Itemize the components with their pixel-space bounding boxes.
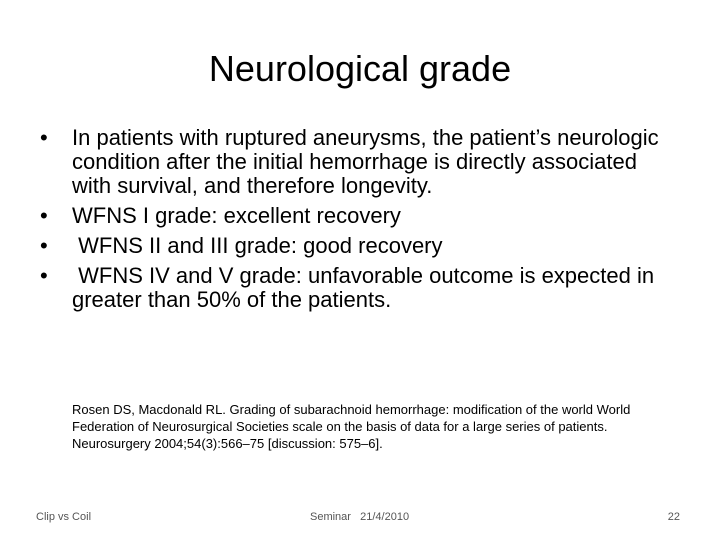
bullet-item: • WFNS II and III grade: good recovery (40, 234, 680, 258)
footer-date: Seminar 21/4/2010 (310, 511, 410, 523)
bullet-list (40, 126, 680, 318)
page-number: 22 (667, 511, 680, 523)
bullet-item: • WFNS IV and V grade: unfavorable outcome is expected in greater than 50% of the patients. (40, 264, 680, 312)
slide-title: Neurological grade (208, 48, 512, 89)
reference-citation: Rosen DS, Macdonald RL. Grading of subarachnoid hemorrhage: modification of the world World Federation of Neurosurgical Societies scale on the basis of data for a large series of patients. Neurosurgery 2004;54(3):566–75 [discussion: 575–6]. (72, 402, 631, 451)
bullet-item: • In patients with ruptured aneurysms, the patient’s neurologic condition after the initial hemorrhage is directly associated with survival, and therefore longevity. (40, 126, 680, 198)
footer-left-text: Clip vs Coil (36, 511, 92, 523)
bullet-item: • WFNS I grade: excellent recovery (40, 204, 680, 228)
